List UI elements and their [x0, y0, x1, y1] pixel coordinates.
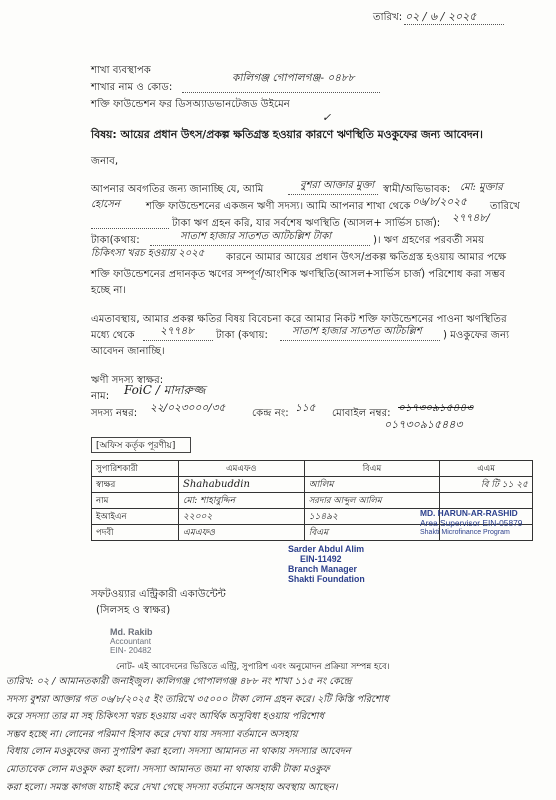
bm-stamp-name: Sarder Abdul Alim — [288, 544, 365, 554]
para1-line1-a: আপনার অবগতির জন্য জানাচ্ছি যে, আমি — [91, 184, 264, 195]
acc-stamp-title: Accountant — [110, 637, 151, 646]
row-label-name: নাম — [92, 493, 179, 509]
para1-line2-b: শক্তি ফাউন্ডেশনের একজন ঋণী সদস্য। আমি আপনার শাখা থেকে — [146, 201, 411, 212]
am-stamp-title: Area Supervisor EIN-05879 — [420, 518, 523, 528]
date-value: ০২ / ৬ / ২০২৫ — [405, 10, 477, 23]
handwritten-line: তারিখ: ০২ / আমানতকারী জনাইজুল। কালিগঞ্জ গোপালগঞ্জ ৪৮৮ নং শাখা ১১৫ নং কেন্দ্রে — [6, 676, 352, 687]
mobile-value: ০১৭৩০৯১৫৪৪৩ — [384, 418, 463, 431]
accountant-title: সফটওয়্যার এন্ট্রিকারী একাউন্টেন্ট — [91, 589, 226, 600]
outstanding-words: সাতাশ হাজার সাতশত আটচল্লিশ টাকা — [180, 231, 332, 242]
loss-reason: চিকিৎসা খরচ হওয়ায় ২০২৫ — [91, 248, 205, 259]
subject: বিষয়: আয়ের প্রধান উৎস/প্রকল্প ক্ষতিগ্রস্ত হওয়ার কারণে ঋণস্থিতি মওকুফের জন্য আবেদন। — [91, 128, 483, 141]
para2-line3: আবেদন জানাচ্ছি। — [91, 346, 165, 357]
waiver-amount: ২৭৭৪৮ — [160, 325, 195, 337]
am-signature: বি টি ১১ ২৫ — [440, 477, 533, 493]
handwritten-line: করা হলো। সমস্ত কাগজ যাচাই করে দেখা গেছে সদস্যা বর্তমানে অসহায় অবস্থায় আছেন। — [6, 781, 338, 793]
center-label: কেন্দ্র নং: — [252, 408, 289, 419]
handwritten-line: বিধায় লোন মওকুফের জন্য সুপারিশ করা হলো। সদস্যা আমানত না থাকায় সদস্যার আবেদন — [6, 746, 351, 758]
salutation: জনাব, — [91, 156, 119, 167]
bm-signature: আলিম — [304, 477, 440, 493]
handwritten-line: করে সদস্যা তার মা সহ চিকিৎসা খরচ হওয়ায় এবং আর্থিক অসুবিধা হওয়ায় পরিশোধ — [6, 711, 324, 723]
org-name: শক্তি ফাউন্ডেশন ফর ডিসঅ্যাডভানটেজড উইমেন — [91, 99, 290, 110]
para1-line3: টাকা ঋণ গ্রহন করি, যার সর্বশেষ ঋণস্থিতি (আসল+ সার্ভিস চার্জ): — [172, 218, 441, 229]
manager-label: শাখা ব্যবস্থাপক — [91, 65, 151, 76]
para1-line6: শক্তি ফাউন্ডেশনের প্রদানকৃত ঋণের সম্পূর্ণ/আংশিক ঋণস্থিতি(আসল+সার্ভিস চার্জ) পরিশোধ করা সম্ভব — [91, 269, 506, 280]
para1-line4-b: )। ঋণ গ্রহণের পরবর্তী সময় — [373, 235, 485, 246]
para2-line2-a: মধ্যে থেকে — [91, 330, 135, 341]
header-am: এএম — [440, 461, 533, 477]
para1-line4-a: টাকা(কথায়: — [91, 235, 140, 246]
bm-name: সরদার আব্দুল আলিম — [304, 493, 440, 509]
am-stamp-org: Shakti Microfinance Program — [420, 529, 510, 536]
header-mfo: এমএফও — [179, 461, 305, 477]
mobile-label: মোবাইল নম্বর: — [332, 408, 391, 419]
name-line — [288, 194, 378, 195]
para2-line1: এমতাবস্থায়, আমার প্রকল্প ক্ষতির বিষয় বিবেচনা করে আমার নিকট শক্তি ফাউন্ডেশনের পাওনা ঋণস্থিতির — [91, 314, 507, 325]
handwritten-note — [6, 673, 551, 796]
para1-line7: হচ্ছে না। — [91, 285, 127, 296]
office-box-label: [অফিস কর্তৃক পূরণীয়] — [91, 437, 191, 453]
branch-line — [182, 92, 380, 93]
am-name — [440, 493, 533, 509]
applicant-name: বুশরা আক্তার মুক্তা — [300, 180, 375, 191]
bm-stamp-ein: EIN-11492 — [300, 554, 342, 564]
date-label: তারিখ: — [373, 12, 403, 23]
guardian-name-cont: হোসেন — [91, 199, 120, 210]
acc-stamp-name: Md. Rakib — [110, 627, 153, 637]
bm-stamp-org: Shakti Foundation — [288, 574, 365, 584]
header-bm: বিএম — [304, 461, 440, 477]
mobile-struck: ০১৭৩০৯১৫৪৪৩ — [398, 402, 474, 414]
header-recommender: সুপারিশকারী — [92, 461, 179, 477]
bm-ein: ১১৪৯২ — [304, 509, 440, 525]
bm-stamp-title: Branch Manager — [288, 564, 357, 574]
mfo-designation: এমএফও — [179, 525, 305, 541]
date-line — [404, 24, 504, 25]
para1-line5: কারনে আমার আয়ের প্রধান উৎস/প্রকল্প ক্ষতিগ্রস্ত হওয়ায় আমার পক্ষে — [226, 252, 507, 263]
branch-value: কালিগঞ্জ গোপালগঞ্জ- ০৪৮৮ — [232, 72, 355, 84]
accountant-stamp — [110, 628, 153, 655]
para2-line2-c: ) মওকুফের জন্য — [443, 330, 510, 341]
row-label-ein: ইআইএন — [92, 509, 179, 525]
bm-stamp — [288, 544, 365, 584]
outstanding-amount: ২৭৭৪৮/ — [452, 212, 490, 224]
waiver-words: সাতাশ হাজার সাতশত আটচল্লিশ — [292, 326, 422, 337]
member-no-label: সদস্য নম্বর: — [91, 408, 138, 419]
handwritten-line: সম্ভব হচ্ছে না। লোনের পরিমাণ হিসাব করে দেখা যায় সদস্যা বর্তমানে অসহায় — [6, 728, 298, 740]
accountant-subtitle: (সিলসহ ও স্বাক্ষর) — [96, 605, 171, 616]
footer-note: নোট- এই আবেদনের ভিত্তিতে এন্ট্রি, সুপারিশ এবং অনুমোদন প্রক্রিয়া সম্পন্ন হবে। — [116, 662, 390, 672]
loan-date: ০৬/৮/২০২৫ — [412, 196, 467, 208]
center-value: ১১৫ — [295, 402, 316, 414]
member-name-value: FoiC / মাদারুজ্জ — [124, 383, 206, 397]
table-row — [92, 493, 533, 509]
waiver-words-line — [280, 340, 440, 341]
table-row — [92, 477, 533, 493]
branch-label: শাখার নাম ও কোড: — [91, 82, 173, 93]
row-label-signature: স্বাক্ষর — [92, 477, 179, 493]
loan-amount-line — [91, 228, 169, 229]
para1-line2-c: তারিখে — [490, 201, 520, 212]
guardian-name: মো: মুক্তার — [460, 182, 503, 193]
para2-line2-b: টাকা (কথায়: — [216, 330, 268, 341]
row-label-designation: পদবী — [92, 525, 179, 541]
handwritten-line: মোতাবেক লোন মওকুফ করা হলো। সদস্যা আমানত জমা না থাকায় বাকী টাকা মওকুফ — [6, 763, 330, 775]
member-no-value: ২২/০২৩০০০/৩৫ — [150, 402, 226, 414]
para1-line1-b: স্বামী/অভিভাবক: — [383, 184, 451, 195]
table-row — [92, 461, 533, 477]
tick-mark: ✓ — [322, 111, 332, 124]
mfo-ein: ২২০০২ — [179, 509, 305, 525]
mfo-signature: Shahabuddin — [179, 477, 305, 493]
handwritten-line: সদস্য বুশরা আক্তার গত ০৬/৮/২০২৫ ইং তারিখে ৩৫০০০ টাকা লোন গ্রহন করে। ২টি কিস্তি পরিশোধ — [6, 693, 389, 705]
member-signature-label: ঋণী সদস্য স্বাক্ষর: — [91, 375, 164, 386]
am-stamp-name: MD. HARUN-AR-RASHID — [420, 508, 518, 518]
am-stamp — [420, 508, 522, 538]
acc-stamp-ein: EIN- 20482 — [110, 646, 152, 655]
waiver-amount-line — [143, 340, 213, 341]
member-name-label: নাম: — [91, 391, 110, 402]
mfo-name: মো: শাহাবুদ্দিন — [179, 493, 305, 509]
bm-designation: বিএম — [304, 525, 440, 541]
